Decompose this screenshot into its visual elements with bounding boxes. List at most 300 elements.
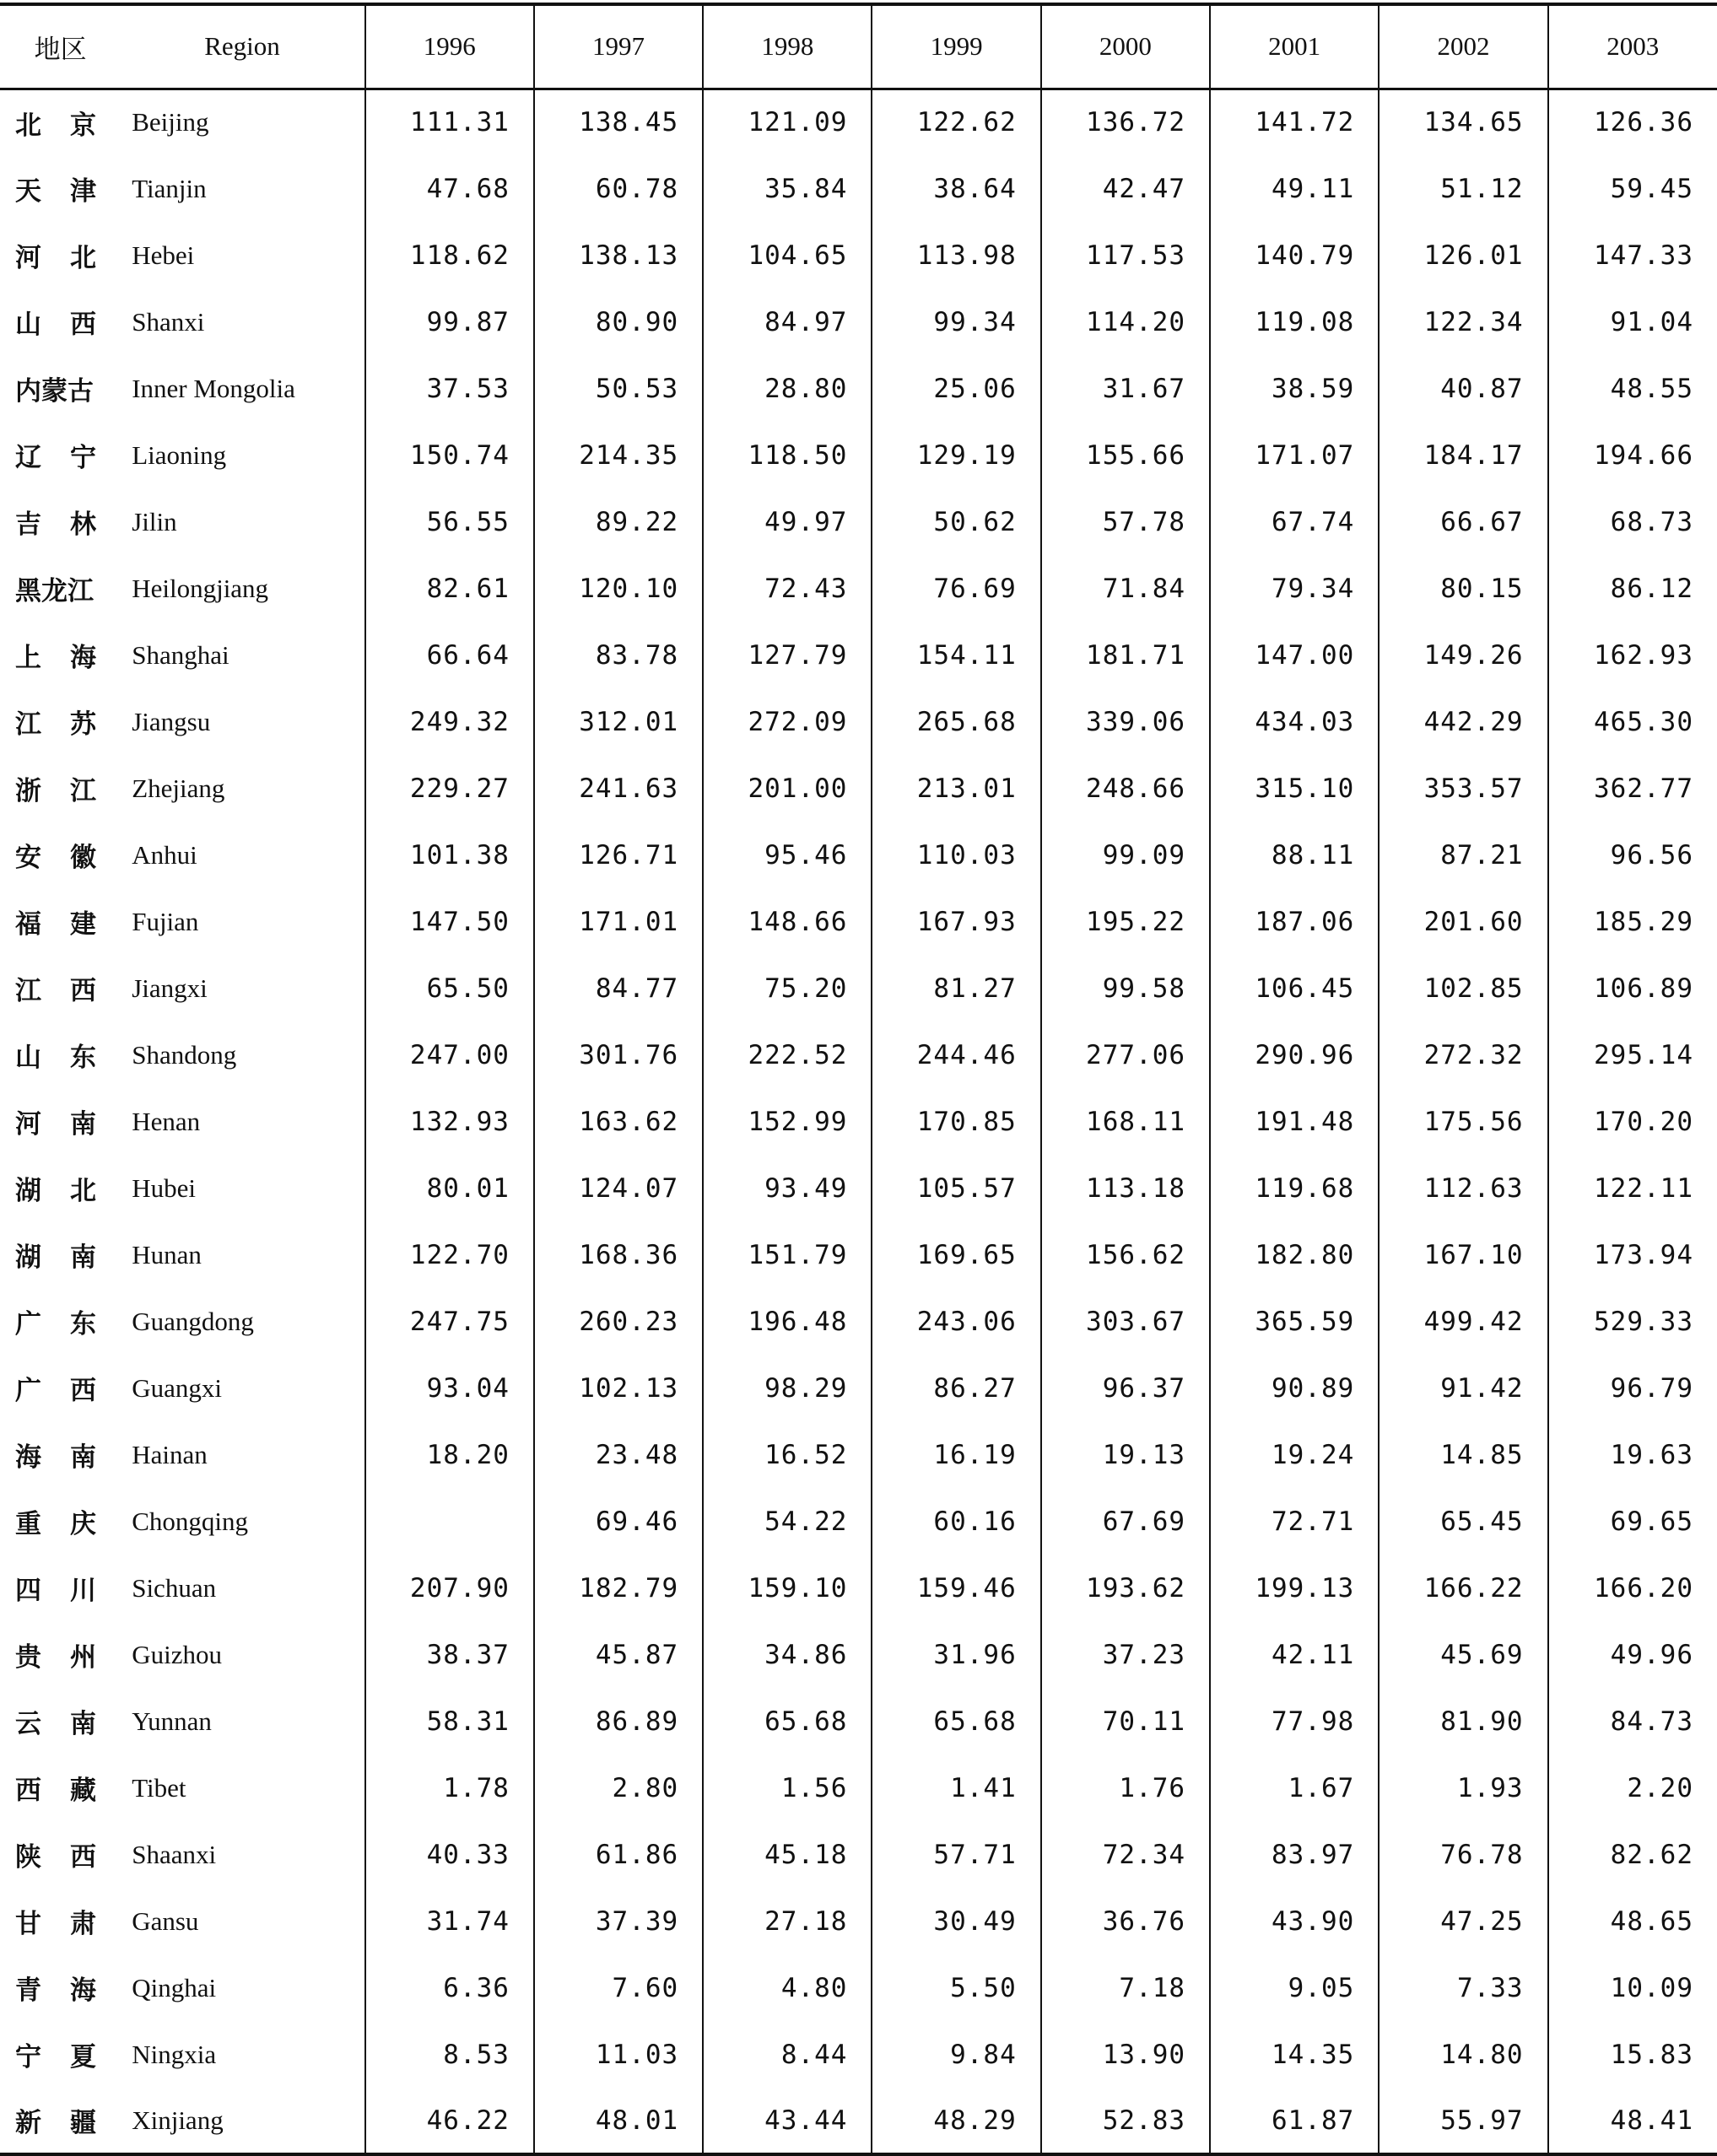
value-cell: 51.12 — [1379, 155, 1547, 222]
value-cell: 72.34 — [1041, 1821, 1210, 1888]
value-cell: 303.67 — [1041, 1288, 1210, 1355]
region-name-zh: 贵州 — [15, 1642, 125, 1673]
value-cell: 45.87 — [534, 1621, 703, 1688]
value-cell: 43.44 — [703, 2088, 872, 2154]
value-cell: 151.79 — [703, 1221, 872, 1288]
region-name-en: Shanxi — [132, 306, 205, 337]
value-cell: 166.22 — [1379, 1555, 1547, 1621]
table-row — [0, 555, 1717, 622]
region-name-en: Yunnan — [132, 1706, 212, 1736]
value-cell: 6.36 — [365, 1954, 534, 2021]
value-cell: 96.56 — [1548, 822, 1717, 888]
table-row — [0, 1621, 1717, 1688]
value-cell: 106.89 — [1548, 955, 1717, 1021]
region-name-zh: 河南 — [15, 1109, 125, 1140]
value-cell: 127.79 — [703, 622, 872, 688]
value-cell: 90.89 — [1210, 1355, 1379, 1421]
region-name-en: Tibet — [132, 1772, 186, 1803]
value-cell: 193.62 — [1041, 1555, 1210, 1621]
table-row — [0, 155, 1717, 222]
value-cell: 54.22 — [703, 1488, 872, 1555]
value-cell: 98.29 — [703, 1355, 872, 1421]
value-cell: 75.20 — [703, 955, 872, 1021]
value-cell: 114.20 — [1041, 288, 1210, 355]
value-cell: 42.47 — [1041, 155, 1210, 222]
region-name-en: Jilin — [132, 506, 177, 536]
value-cell: 96.79 — [1548, 1355, 1717, 1421]
value-cell: 96.37 — [1041, 1355, 1210, 1421]
value-cell: 147.33 — [1548, 222, 1717, 288]
region-name-en: Chongqing — [132, 1506, 248, 1536]
region-name-en: Liaoning — [132, 439, 227, 470]
value-cell: 72.43 — [703, 555, 872, 622]
region-name-en: Sichuan — [132, 1572, 217, 1603]
table-row — [0, 488, 1717, 555]
value-cell: 249.32 — [365, 688, 534, 755]
table-row — [0, 2088, 1717, 2154]
value-cell: 86.27 — [872, 1355, 1040, 1421]
value-cell: 65.68 — [872, 1688, 1040, 1754]
value-cell: 79.34 — [1210, 555, 1379, 622]
value-cell: 7.60 — [534, 1954, 703, 2021]
value-cell: 1.78 — [365, 1754, 534, 1821]
value-cell: 171.07 — [1210, 422, 1379, 488]
value-cell: 27.18 — [703, 1888, 872, 1954]
value-cell: 201.60 — [1379, 888, 1547, 955]
value-cell: 91.42 — [1379, 1355, 1547, 1421]
header-year: 1999 — [872, 4, 1040, 89]
header-year: 1998 — [703, 4, 872, 89]
value-cell: 167.10 — [1379, 1221, 1547, 1288]
region-name-zh: 湖南 — [15, 1242, 125, 1273]
value-cell: 214.35 — [534, 422, 703, 488]
value-cell: 187.06 — [1210, 888, 1379, 955]
value-cell: 55.97 — [1379, 2088, 1547, 2154]
region-name-zh: 湖北 — [15, 1176, 125, 1206]
value-cell: 38.64 — [872, 155, 1040, 222]
value-cell: 155.66 — [1041, 422, 1210, 488]
value-cell: 170.20 — [1548, 1088, 1717, 1155]
value-cell: 84.73 — [1548, 1688, 1717, 1754]
value-cell: 48.29 — [872, 2088, 1040, 2154]
table-row — [0, 1821, 1717, 1888]
value-cell: 71.84 — [1041, 555, 1210, 622]
value-cell: 58.31 — [365, 1688, 534, 1754]
value-cell: 30.49 — [872, 1888, 1040, 1954]
value-cell: 47.68 — [365, 155, 534, 222]
region-name-en: Jiangsu — [132, 706, 211, 736]
value-cell: 76.69 — [872, 555, 1040, 622]
value-cell: 31.96 — [872, 1621, 1040, 1688]
value-cell: 23.48 — [534, 1421, 703, 1488]
header-region-zh: 地区 — [0, 4, 121, 89]
value-cell: 7.18 — [1041, 1954, 1210, 2021]
value-cell: 122.70 — [365, 1221, 534, 1288]
value-cell: 16.19 — [872, 1421, 1040, 1488]
value-cell: 57.71 — [872, 1821, 1040, 1888]
value-cell: 171.01 — [534, 888, 703, 955]
region-name-en: Guangxi — [132, 1372, 222, 1403]
region-name-en: Hainan — [132, 1439, 208, 1469]
value-cell: 86.89 — [534, 1688, 703, 1754]
value-cell: 69.46 — [534, 1488, 703, 1555]
value-cell: 42.11 — [1210, 1621, 1379, 1688]
region-name-zh: 四川 — [15, 1576, 125, 1606]
value-cell: 290.96 — [1210, 1021, 1379, 1088]
value-cell: 82.62 — [1548, 1821, 1717, 1888]
value-cell: 140.79 — [1210, 222, 1379, 288]
value-cell: 159.10 — [703, 1555, 872, 1621]
value-cell: 365.59 — [1210, 1288, 1379, 1355]
value-cell: 126.71 — [534, 822, 703, 888]
value-cell: 37.39 — [534, 1888, 703, 1954]
value-cell: 111.31 — [365, 89, 534, 155]
region-name-en: Shandong — [132, 1039, 237, 1070]
value-cell: 2.80 — [534, 1754, 703, 1821]
value-cell: 126.01 — [1379, 222, 1547, 288]
region-name-en: Inner Mongolia — [132, 373, 295, 403]
value-cell: 35.84 — [703, 155, 872, 222]
value-cell: 19.24 — [1210, 1421, 1379, 1488]
value-cell: 194.66 — [1548, 422, 1717, 488]
region-name-zh: 江苏 — [15, 709, 125, 740]
value-cell: 83.97 — [1210, 1821, 1379, 1888]
value-cell: 106.45 — [1210, 955, 1379, 1021]
value-cell: 175.56 — [1379, 1088, 1547, 1155]
value-cell: 339.06 — [1041, 688, 1210, 755]
region-data-table — [0, 3, 1717, 2156]
value-cell: 353.57 — [1379, 755, 1547, 822]
value-cell: 48.55 — [1548, 355, 1717, 422]
value-cell: 56.55 — [365, 488, 534, 555]
value-cell: 170.85 — [872, 1088, 1040, 1155]
region-name-zh: 海南 — [15, 1442, 125, 1473]
value-cell: 38.37 — [365, 1621, 534, 1688]
value-cell: 14.80 — [1379, 2021, 1547, 2088]
value-cell: 173.94 — [1548, 1221, 1717, 1288]
table-row — [0, 1888, 1717, 1954]
value-cell: 40.87 — [1379, 355, 1547, 422]
value-cell: 19.63 — [1548, 1421, 1717, 1488]
value-cell: 101.38 — [365, 822, 534, 888]
region-name-en: Jiangxi — [132, 973, 208, 1003]
table-row — [0, 1155, 1717, 1221]
value-cell: 10.09 — [1548, 1954, 1717, 2021]
value-cell: 112.63 — [1379, 1155, 1547, 1221]
value-cell: 48.65 — [1548, 1888, 1717, 1954]
value-cell: 134.65 — [1379, 89, 1547, 155]
value-cell: 86.12 — [1548, 555, 1717, 622]
value-cell: 184.17 — [1379, 422, 1547, 488]
table-row — [0, 1221, 1717, 1288]
region-name-zh: 甘肃 — [15, 1909, 125, 1939]
region-name-zh: 上海 — [15, 643, 125, 673]
value-cell: 132.93 — [365, 1088, 534, 1155]
value-cell: 181.71 — [1041, 622, 1210, 688]
value-cell: 272.09 — [703, 688, 872, 755]
value-cell: 295.14 — [1548, 1021, 1717, 1088]
value-cell: 31.74 — [365, 1888, 534, 1954]
value-cell: 163.62 — [534, 1088, 703, 1155]
region-name-zh: 黑龙江 — [15, 576, 94, 606]
table-row — [0, 355, 1717, 422]
value-cell: 529.33 — [1548, 1288, 1717, 1355]
value-cell: 126.36 — [1548, 89, 1717, 155]
value-cell: 80.01 — [365, 1155, 534, 1221]
value-cell: 121.09 — [703, 89, 872, 155]
value-cell: 201.00 — [703, 755, 872, 822]
value-cell: 99.34 — [872, 288, 1040, 355]
table-row — [0, 688, 1717, 755]
value-cell: 222.52 — [703, 1021, 872, 1088]
region-name-en: Shanghai — [132, 639, 229, 670]
value-cell: 14.85 — [1379, 1421, 1547, 1488]
value-cell: 52.83 — [1041, 2088, 1210, 2154]
value-cell — [365, 1488, 534, 1555]
table-row — [0, 1688, 1717, 1754]
value-cell: 80.90 — [534, 288, 703, 355]
value-cell: 5.50 — [872, 1954, 1040, 2021]
value-cell: 362.77 — [1548, 755, 1717, 822]
value-cell: 76.78 — [1379, 1821, 1547, 1888]
region-name-en: Xinjiang — [121, 2088, 364, 2154]
value-cell: 229.27 — [365, 755, 534, 822]
value-cell: 168.36 — [534, 1221, 703, 1288]
value-cell: 301.76 — [534, 1021, 703, 1088]
value-cell: 65.68 — [703, 1688, 872, 1754]
value-cell: 149.26 — [1379, 622, 1547, 688]
table-row — [0, 422, 1717, 488]
region-name-en: Beijing — [132, 107, 209, 137]
value-cell: 60.16 — [872, 1488, 1040, 1555]
value-cell: 102.85 — [1379, 955, 1547, 1021]
value-cell: 265.68 — [872, 688, 1040, 755]
value-cell: 47.25 — [1379, 1888, 1547, 1954]
region-name-zh: 西藏 — [15, 1776, 125, 1806]
value-cell: 99.09 — [1041, 822, 1210, 888]
table-row — [0, 1754, 1717, 1821]
value-cell: 241.63 — [534, 755, 703, 822]
value-cell: 18.20 — [365, 1421, 534, 1488]
value-cell: 260.23 — [534, 1288, 703, 1355]
value-cell: 11.03 — [534, 2021, 703, 2088]
table-row — [0, 1288, 1717, 1355]
table-row — [0, 622, 1717, 688]
value-cell: 67.69 — [1041, 1488, 1210, 1555]
table-row — [0, 1088, 1717, 1155]
value-cell: 102.13 — [534, 1355, 703, 1421]
value-cell: 195.22 — [1041, 888, 1210, 955]
value-cell: 25.06 — [872, 355, 1040, 422]
value-cell: 16.52 — [703, 1421, 872, 1488]
value-cell: 243.06 — [872, 1288, 1040, 1355]
value-cell: 2.20 — [1548, 1754, 1717, 1821]
value-cell: 196.48 — [703, 1288, 872, 1355]
region-name-zh: 广西 — [15, 1376, 125, 1406]
region-name-zh: 福建 — [15, 909, 125, 940]
region-name-en: Anhui — [132, 839, 197, 870]
header-year: 2001 — [1210, 4, 1379, 89]
region-name-zh: 广东 — [15, 1309, 125, 1339]
value-cell: 19.13 — [1041, 1421, 1210, 1488]
value-cell: 118.50 — [703, 422, 872, 488]
value-cell: 61.87 — [1210, 2088, 1379, 2154]
value-cell: 87.21 — [1379, 822, 1547, 888]
value-cell: 277.06 — [1041, 1021, 1210, 1088]
value-cell: 113.98 — [872, 222, 1040, 288]
table-row — [0, 222, 1717, 288]
value-cell: 46.22 — [365, 2088, 534, 2154]
value-cell: 37.53 — [365, 355, 534, 422]
table-row — [0, 1954, 1717, 2021]
value-cell: 48.41 — [1548, 2088, 1717, 2154]
value-cell: 9.05 — [1210, 1954, 1379, 2021]
value-cell: 465.30 — [1548, 688, 1717, 755]
value-cell: 152.99 — [703, 1088, 872, 1155]
value-cell: 66.67 — [1379, 488, 1547, 555]
region-name-en: Henan — [132, 1106, 201, 1136]
value-cell: 48.01 — [534, 2088, 703, 2154]
region-name-zh: 北京 — [15, 110, 125, 141]
value-cell: 122.11 — [1548, 1155, 1717, 1221]
value-cell: 167.93 — [872, 888, 1040, 955]
value-cell: 248.66 — [1041, 755, 1210, 822]
value-cell: 9.84 — [872, 2021, 1040, 2088]
value-cell: 81.27 — [872, 955, 1040, 1021]
value-cell: 77.98 — [1210, 1688, 1379, 1754]
value-cell: 57.78 — [1041, 488, 1210, 555]
value-cell: 49.11 — [1210, 155, 1379, 222]
value-cell: 7.33 — [1379, 1954, 1547, 2021]
value-cell: 81.90 — [1379, 1688, 1547, 1754]
region-name-en: Hebei — [132, 240, 195, 270]
value-cell: 166.20 — [1548, 1555, 1717, 1621]
value-cell: 69.65 — [1548, 1488, 1717, 1555]
table-row — [0, 1021, 1717, 1088]
region-name-en: Guizhou — [132, 1639, 222, 1669]
region-name-zh: 重庆 — [15, 1509, 125, 1539]
region-name-en: Hunan — [132, 1239, 202, 1269]
value-cell: 49.96 — [1548, 1621, 1717, 1688]
value-cell: 117.53 — [1041, 222, 1210, 288]
region-name-zh: 江西 — [15, 976, 125, 1006]
value-cell: 34.86 — [703, 1621, 872, 1688]
value-cell: 14.35 — [1210, 2021, 1379, 2088]
value-cell: 129.19 — [872, 422, 1040, 488]
value-cell: 95.46 — [703, 822, 872, 888]
value-cell: 182.80 — [1210, 1221, 1379, 1288]
value-cell: 40.33 — [365, 1821, 534, 1888]
region-name-zh: 云南 — [15, 1709, 125, 1739]
region-name-en: Qinghai — [132, 1972, 217, 2002]
value-cell: 499.42 — [1379, 1288, 1547, 1355]
header-year: 2003 — [1548, 4, 1717, 89]
value-cell: 110.03 — [872, 822, 1040, 888]
header-year: 1997 — [534, 4, 703, 89]
region-name-en: Gansu — [132, 1905, 199, 1936]
value-cell: 272.32 — [1379, 1021, 1547, 1088]
value-cell: 83.78 — [534, 622, 703, 688]
value-cell: 1.76 — [1041, 1754, 1210, 1821]
value-cell: 162.93 — [1548, 622, 1717, 688]
region-name-en: Zhejiang — [132, 773, 225, 803]
value-cell: 28.80 — [703, 355, 872, 422]
value-cell: 120.10 — [534, 555, 703, 622]
value-cell: 65.50 — [365, 955, 534, 1021]
value-cell: 49.97 — [703, 488, 872, 555]
region-name-zh: 吉林 — [15, 509, 125, 540]
value-cell: 61.86 — [534, 1821, 703, 1888]
value-cell: 65.45 — [1379, 1488, 1547, 1555]
header-year: 1996 — [365, 4, 534, 89]
value-cell: 138.13 — [534, 222, 703, 288]
value-cell: 38.59 — [1210, 355, 1379, 422]
value-cell: 147.50 — [365, 888, 534, 955]
value-cell: 434.03 — [1210, 688, 1379, 755]
value-cell: 1.93 — [1379, 1754, 1547, 1821]
value-cell: 105.57 — [872, 1155, 1040, 1221]
value-cell: 93.49 — [703, 1155, 872, 1221]
value-cell: 66.64 — [365, 622, 534, 688]
value-cell: 31.67 — [1041, 355, 1210, 422]
region-name-zh: 辽宁 — [15, 443, 125, 473]
region-name-zh: 陕西 — [15, 1842, 125, 1873]
region-name-zh: 青海 — [15, 1975, 125, 2006]
region-name-en: Heilongjiang — [132, 573, 269, 603]
value-cell: 50.62 — [872, 488, 1040, 555]
value-cell: 442.29 — [1379, 688, 1547, 755]
region-name-zh: 宁夏 — [15, 2042, 125, 2072]
value-cell: 207.90 — [365, 1555, 534, 1621]
table-row — [0, 955, 1717, 1021]
value-cell: 99.58 — [1041, 955, 1210, 1021]
value-cell: 60.78 — [534, 155, 703, 222]
table-row — [0, 89, 1717, 155]
header-year: 2000 — [1041, 4, 1210, 89]
value-cell: 247.00 — [365, 1021, 534, 1088]
value-cell: 147.00 — [1210, 622, 1379, 688]
value-cell: 169.65 — [872, 1221, 1040, 1288]
value-cell: 148.66 — [703, 888, 872, 955]
region-name-zh: 天津 — [15, 176, 125, 207]
value-cell: 247.75 — [365, 1288, 534, 1355]
value-cell: 43.90 — [1210, 1888, 1379, 1954]
value-cell: 185.29 — [1548, 888, 1717, 955]
table-row — [0, 2021, 1717, 2088]
region-name-en: Hubei — [132, 1172, 196, 1203]
value-cell: 84.97 — [703, 288, 872, 355]
header-region-en: Region — [121, 4, 364, 89]
value-cell: 122.62 — [872, 89, 1040, 155]
value-cell: 199.13 — [1210, 1555, 1379, 1621]
value-cell: 154.11 — [872, 622, 1040, 688]
value-cell: 1.67 — [1210, 1754, 1379, 1821]
value-cell: 244.46 — [872, 1021, 1040, 1088]
value-cell: 93.04 — [365, 1355, 534, 1421]
value-cell: 59.45 — [1548, 155, 1717, 222]
value-cell: 136.72 — [1041, 89, 1210, 155]
value-cell: 122.34 — [1379, 288, 1547, 355]
value-cell: 315.10 — [1210, 755, 1379, 822]
table-row — [0, 888, 1717, 955]
table-header — [0, 4, 1717, 89]
value-cell: 156.62 — [1041, 1221, 1210, 1288]
value-cell: 72.71 — [1210, 1488, 1379, 1555]
region-name-zh: 山西 — [15, 310, 125, 340]
table-row — [0, 755, 1717, 822]
table-row — [0, 1355, 1717, 1421]
table-row — [0, 822, 1717, 888]
